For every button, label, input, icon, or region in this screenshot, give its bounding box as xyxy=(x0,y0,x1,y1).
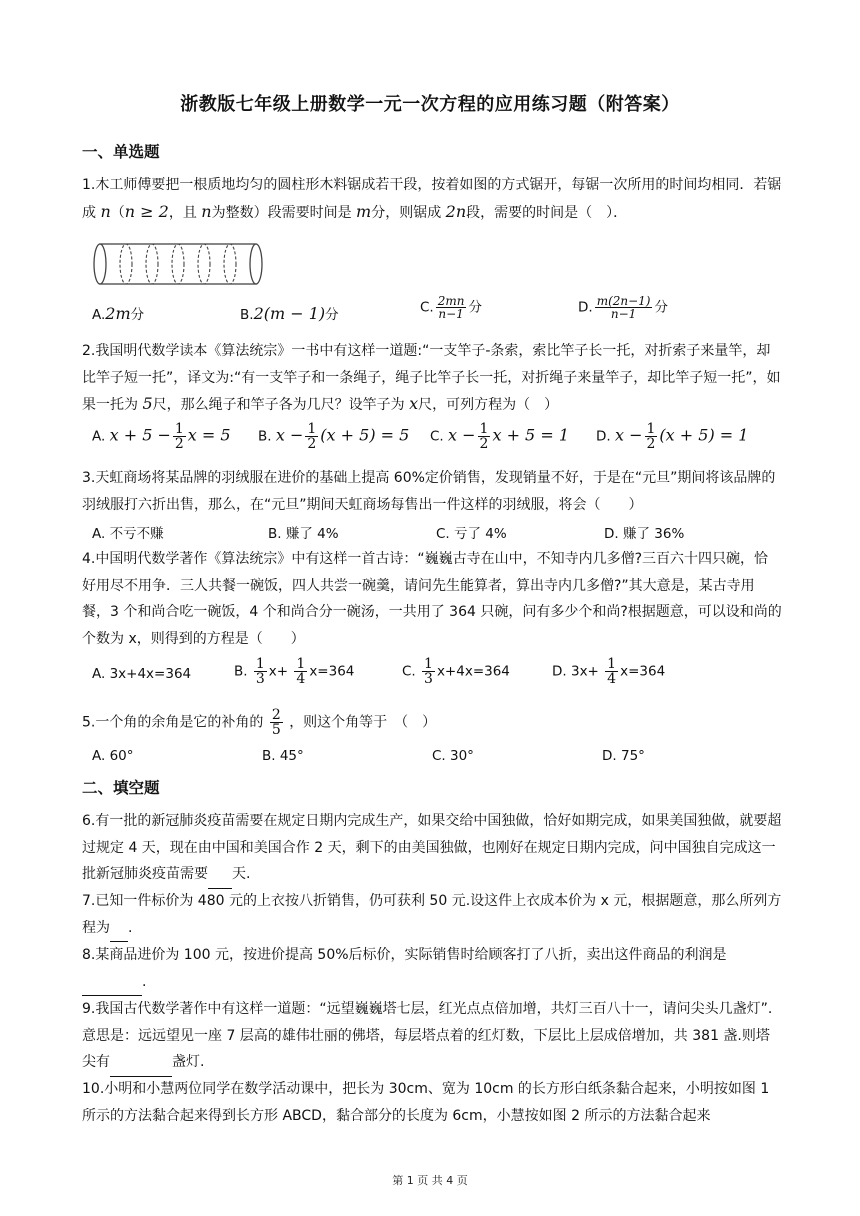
q1-option-b[interactable]: B.2(m − 1)分 xyxy=(240,304,339,323)
question-1-options xyxy=(92,294,792,331)
q7-answer-blank[interactable] xyxy=(110,915,128,943)
q2-option-a[interactable]: A. x + 5 − $\frac{1}{2}$ x = 5 xyxy=(92,421,231,452)
q4-option-a[interactable]: A. 3x+4x=364 xyxy=(92,666,192,682)
q4-option-c[interactable]: C. $\frac{1}{3}$ x+4x=364 xyxy=(402,656,510,687)
q8-answer-blank[interactable] xyxy=(82,969,142,997)
q4-option-d[interactable]: D. 3x+ $\frac{1}{4}$ x=364 xyxy=(552,656,666,687)
q5-option-a[interactable]: A. 60° xyxy=(92,748,134,764)
question-6: 6.有一批的新冠肺炎疫苗需要在规定日期内完成生产，如果交给中国独做，恰好如期完成，如果美国独做，就要超过规定 4 天，现在由中国和美国合作 2 天，剩下的由美国独做，也刚好在规定日期内完成，问中国独自完成这一批新冠肺炎疫苗需要 天. xyxy=(82,808,782,889)
q3-option-a[interactable]: A. 不亏不赚 xyxy=(92,526,164,542)
question-5: 5.一个角的余角是它的补角的 $\frac{2}{5}$ ，则这个角等于 （ ） xyxy=(82,707,437,738)
q1-option-c[interactable]: C. $\frac{2mn}{n-1}$ 分 xyxy=(420,294,482,321)
q1-option-a[interactable]: A.2m分 xyxy=(92,304,145,323)
question-2: 2.我国明代数学读本《算法统宗》一书中有这样一道题:“一支竿子-条索，索比竿子长一托，对折索子来量竿，却比竿子短一托”，译文为:“有一支竿子和一条绳子，绳子比竿子长一托，对折绳子来量竿子，却比竿子短一托”，如果一托为 5尺，那么绳子和竿子各为几尺？设竿子为 x尺，可列方程为（ ） xyxy=(82,343,781,413)
q5-option-c[interactable]: C. 30° xyxy=(432,748,474,764)
question-8: 8.某商品进价为 100 元，按进价提高 50%后标价，实际销售时给顾客打了八折，卖出这件商品的利润是 . xyxy=(82,942,782,996)
page-footer: 第 1 页 共 4 页 xyxy=(392,1174,468,1187)
question-3: 3.天虹商场将某品牌的羽绒服在进价的基础上提高 60%定价销售，发现销量不好，于是在“元旦”期间将该品牌的羽绒服打六折出售，那么，在“元旦”期间天虹商场每售出一件这样的羽绒服，将会（ ） xyxy=(82,470,776,513)
q3-option-c[interactable]: C. 亏了 4% xyxy=(436,526,507,542)
q1-option-d[interactable]: D. $\frac{m(2n-1)}{n-1}$ 分 xyxy=(578,294,668,321)
question-4: 4.中国明代数学著作《算法统宗》中有这样一首古诗：“巍巍古寺在山中，不知寺内几多僧?三百六十四只碗，恰好用尽不用争．三人共餐一碗饭，四人共尝一碗羹，请问先生能算者，算出寺内几多僧?”其大意是，某古寺用餐，3 个和尚合吃一碗饭，4 个和尚合分一碗汤，一共用了 364 只碗，问有多少个和尚?根据题意，可以设和尚的个数为 x，则得到的方程是（ ） xyxy=(82,551,782,647)
question-10: 10.小明和小慧两位同学在数学活动课中，把长为 30cm、宽为 10cm 的长方形白纸条黏合起来，小明按如图 1 所示的方法黏合起来得到长方形 ABCD，黏合部分的长度为 6cm，小慧按如图 2 所示的方法黏合起来 xyxy=(82,1081,770,1124)
section-single-choice: 一、单选题 xyxy=(82,143,160,161)
question-5-options xyxy=(92,748,792,776)
section-fill-blank: 二、填空题 xyxy=(82,779,160,797)
question-2-options xyxy=(92,421,792,456)
question-1: 1.木工师傅要把一根质地均匀的圆柱形木料锯成若干段，按着如图的方式锯开，每锯一次所用的时间均相同．若锯成 n（n ≥ 2，且 n为整数）段需要时间是 m分，则锯成 2n段，需要的时间是（ ）． xyxy=(82,177,782,221)
document-title: 浙教版七年级上册数学一元一次方程的应用练习题（附答案） xyxy=(180,94,680,115)
question-9: 9.我国古代数学著作中有这样一道题：“远望巍巍塔七层，红光点点倍加增，共灯三百八十一，请问尖头几盏灯”.意思是：远远望见一座 7 层高的雄伟壮丽的佛塔，每层塔点着的红灯数，下层比上层成倍增加，共 381 盏.则塔尖有 盏灯. xyxy=(82,996,782,1077)
q3-option-d[interactable]: D. 赚了 36% xyxy=(604,526,685,542)
question-7: 7.已知一件标价为 480 元的上衣按八折销售，仍可获利 50 元.设这件上衣成本价为 x 元，根据题意，那么所列方程为 . xyxy=(82,888,782,942)
q6-answer-blank[interactable] xyxy=(208,861,232,889)
q4-option-b[interactable]: B. $\frac{1}{3}$ x+ $\frac{1}{4}$ x=364 xyxy=(234,656,355,687)
question-4-options xyxy=(92,656,792,694)
q9-answer-blank[interactable] xyxy=(110,1049,172,1077)
wood-log-figure xyxy=(92,240,264,288)
q2-option-b[interactable]: B. x − $\frac{1}{2}$ (x + 5) = 5 xyxy=(258,421,410,452)
q2-option-d[interactable]: D. x − $\frac{1}{2}$ (x + 5) = 1 xyxy=(596,421,749,452)
q5-option-b[interactable]: B. 45° xyxy=(262,748,304,764)
q2-option-c[interactable]: C. x − $\frac{1}{2}$ x + 5 = 1 xyxy=(430,421,569,452)
q5-option-d[interactable]: D. 75° xyxy=(602,748,645,764)
q3-option-b[interactable]: B. 赚了 4% xyxy=(268,526,339,542)
